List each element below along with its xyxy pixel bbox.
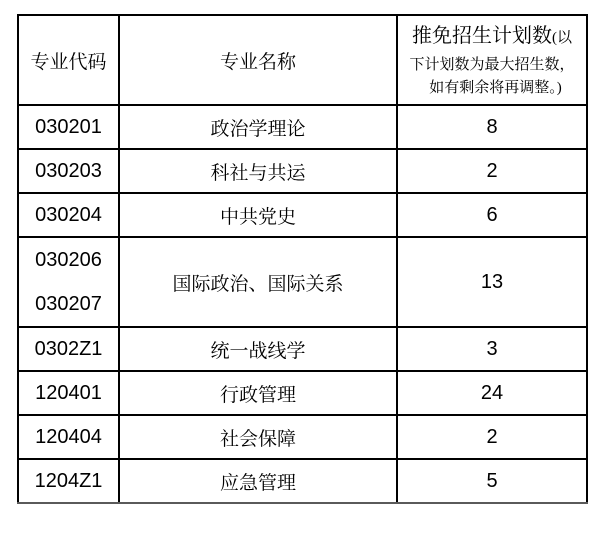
table-row xyxy=(18,371,587,415)
table-row xyxy=(18,105,587,149)
header-quota-note-line2: 下计划数为最大招生数， xyxy=(409,57,575,73)
code-cell: 030204 xyxy=(18,193,119,237)
code-cell: 120401 xyxy=(18,371,119,415)
name-cell: 中共党史 xyxy=(119,193,397,237)
quota-cell: 24 xyxy=(397,371,587,415)
code-line-1: 030206 xyxy=(35,249,102,271)
admission-quota-table xyxy=(17,14,588,504)
table-row xyxy=(18,149,587,193)
quota-cell: 3 xyxy=(397,327,587,371)
table-row xyxy=(18,193,587,237)
name-cell: 国际政治、国际关系 xyxy=(119,237,397,327)
code-cell xyxy=(18,237,119,327)
header-major-code: 专业代码 xyxy=(18,15,119,105)
table-row xyxy=(18,237,587,327)
table-header-row xyxy=(18,15,587,105)
quota-cell: 5 xyxy=(397,459,587,503)
table-row xyxy=(18,459,587,503)
table-row xyxy=(18,327,587,371)
header-quota-note-start: (以 xyxy=(552,30,572,46)
code-cell: 1204Z1 xyxy=(18,459,119,503)
quota-cell: 2 xyxy=(397,415,587,459)
code-line-2: 030207 xyxy=(35,293,102,315)
header-major-name: 专业名称 xyxy=(119,15,397,105)
name-cell: 政治学理论 xyxy=(119,105,397,149)
name-cell: 社会保障 xyxy=(119,415,397,459)
header-quota-title-line xyxy=(398,20,586,54)
quota-cell: 6 xyxy=(397,193,587,237)
header-quota-title: 推免招生计划数 xyxy=(412,25,552,47)
name-cell: 科社与共运 xyxy=(119,149,397,193)
code-cell: 120404 xyxy=(18,415,119,459)
table-row xyxy=(18,415,587,459)
code-cell: 0302Z1 xyxy=(18,327,119,371)
header-quota xyxy=(397,15,587,105)
quota-cell: 2 xyxy=(397,149,587,193)
code-cell: 030201 xyxy=(18,105,119,149)
quota-cell: 8 xyxy=(397,105,587,149)
header-quota-note-line3: 如有剩余将再调整。) xyxy=(429,80,562,96)
name-cell: 应急管理 xyxy=(119,459,397,503)
quota-cell: 13 xyxy=(397,237,587,327)
code-cell: 030203 xyxy=(18,149,119,193)
name-cell: 统一战线学 xyxy=(119,327,397,371)
name-cell: 行政管理 xyxy=(119,371,397,415)
